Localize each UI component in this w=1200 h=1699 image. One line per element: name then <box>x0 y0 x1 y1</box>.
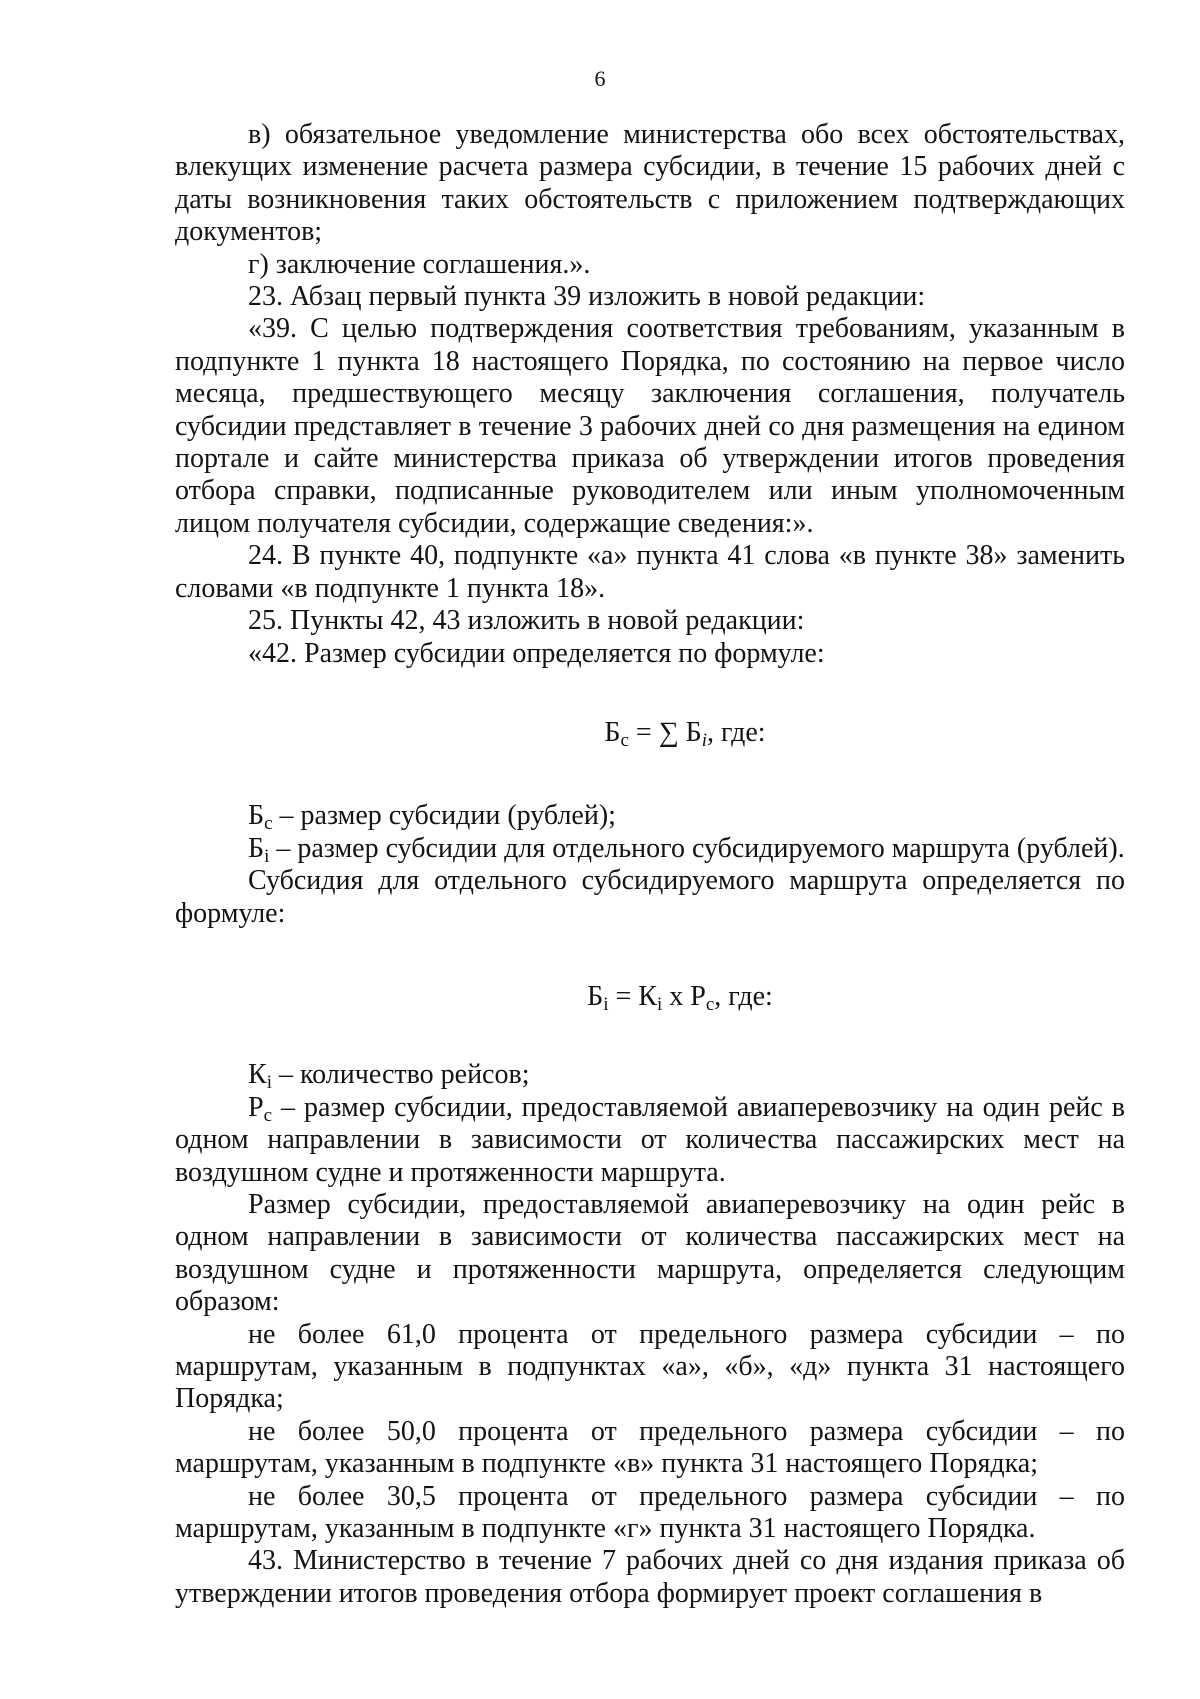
paragraph-amendment-23: 23. Абзац первый пункта 39 изложить в новой редакции: <box>248 281 926 313</box>
definition-subscript: i <box>264 845 270 867</box>
paragraph-limit-50: не более 50,0 процента от предельного размера субсидии – по маршрутам, указанным в подпункте «в» пункта 31 настоящего Порядка; <box>175 1415 1125 1480</box>
formula-subscript-i: i <box>701 729 708 751</box>
definition-pc <box>175 1092 1125 1189</box>
definition-symbol: К <box>248 1059 267 1091</box>
formula-subscript: i <box>603 993 609 1015</box>
definition-ki <box>175 1059 1125 1094</box>
formula-symbol: Б <box>604 716 621 748</box>
formula-tail: , где: <box>714 980 773 1012</box>
definition-subscript: с <box>263 1104 273 1126</box>
definition-text: – количество рейсов; <box>271 1059 530 1091</box>
paragraph-amendment-24: 24. В пункте 40, подпункте «а» пункта 41 слова «в пункте 38» заменить словами «в подпункте 1 пункта 18». <box>175 540 1125 604</box>
definition-text: – размер субсидии, предоставляемой авиаперевозчику на один рейс в одном направлении в зависимости от количества пассажирских мест на воздушном судне и протяженности маршрута. <box>175 1091 1125 1188</box>
formula-total-subsidy <box>175 717 1125 749</box>
formula-tail: , где: <box>707 716 766 748</box>
paragraph-limit-30-5: не более 30,5 процента от предельного размера субсидии – по маршрутам, указанным в подпункте «г» пункта 31 настоящего Порядка. <box>175 1480 1125 1545</box>
paragraph-point-39: «39. С целью подтверждения соответствия требованиям, указанным в подпункте 1 пункта 18 настоящего Порядка, по состоянию на первое число месяца, предшествующего месяцу заключения соглашения, получатель субсидии представляет в течение 3 рабочих дней со дня размещения на едином портале и сайте министерства приказа об утверждении итогов проведения отбора справки, подписанные руководителем или иным уполномоченным лицом получателя субсидии, содержащие сведения:». <box>175 313 1125 539</box>
paragraph-limit-61: не более 61,0 процента от предельного размера субсидии – по маршрутам, указанным в подпунктах «а», «б», «д» пункта 31 настоящего Порядка; <box>175 1318 1125 1415</box>
document-body <box>175 119 1125 1610</box>
formula-operator: х Р <box>662 980 706 1012</box>
formula-subscript: i <box>656 993 663 1015</box>
formula-route-subsidy <box>175 981 1125 1013</box>
definition-symbol: Б <box>248 832 265 864</box>
definition-subscript: i <box>266 1072 272 1094</box>
formula-subscript: с <box>705 993 715 1015</box>
paragraph-item-v: в) обязательное уведомление министерства обо всех обстоятельствах, влекущих изменение расчета размера субсидии, в течение 15 рабочих дней с даты возникновения таких обстоятельств с приложением подтверждающих документов; <box>175 119 1125 248</box>
paragraph-subsidy-rules: Размер субсидии, предоставляемой авиаперевозчику на один рейс в одном направлении в зависимости от количества пассажирских мест на воздушном судне и протяженности маршрута, определяется следующим образом: <box>175 1188 1125 1318</box>
paragraph-point-43: 43. Министерство в течение 7 рабочих дней со дня издания приказа об утверждении итогов проведения отбора формирует проект соглашения в <box>175 1545 1125 1609</box>
definition-text: – размер субсидии для отдельного субсидируемого маршрута (рублей). <box>269 832 1125 864</box>
formula-subscript: с <box>620 729 629 751</box>
page-number: 6 <box>594 66 606 91</box>
definition-bc <box>175 800 1125 835</box>
paragraph-point-42: «42. Размер субсидии определяется по формуле: <box>248 637 825 669</box>
definition-bi <box>175 833 1125 865</box>
paragraph-item-g: г) заключение соглашения.». <box>248 248 591 280</box>
definition-subscript: с <box>264 813 273 835</box>
formula-operator: = К <box>608 980 657 1012</box>
formula-operator: = ∑ Б <box>628 716 702 748</box>
definition-symbol: Б <box>248 800 265 832</box>
definition-symbol: Р <box>248 1091 264 1123</box>
paragraph-route-subsidy: Субсидия для отдельного субсидируемого маршрута определяется по формуле: <box>175 865 1125 929</box>
definition-text: – размер субсидии (рублей); <box>272 800 616 832</box>
paragraph-amendment-25: 25. Пункты 42, 43 изложить в новой редакции: <box>248 605 805 637</box>
formula-symbol: Б <box>587 980 604 1012</box>
